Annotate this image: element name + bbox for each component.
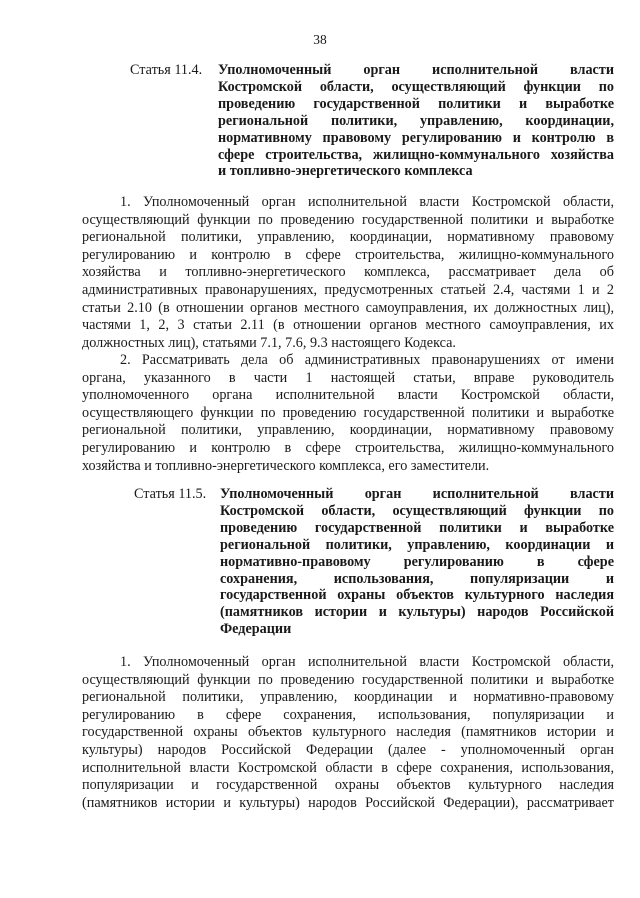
article-title-line: сфере строительства, жилищно-коммунального хозяйства [218,146,614,163]
text-line: осуществляющий функции по проведению государственной политики и выработке [82,671,614,688]
text-line: регулированию и контролю в сфере строительства, жилищно-коммунального [82,246,614,263]
text-line: исполнительной власти Костромской области в сфере сохранения, использования, [82,759,614,776]
page-number: 38 [313,32,327,47]
article-title [218,62,614,180]
article-title-line: региональной политики, управлению, координации, [218,112,614,129]
article-title-line: и топливно-энергетического комплекса [218,163,473,180]
text-line: 2. Рассматривать дела об административных правонарушениях от имени [120,352,614,368]
text-line: государственной охраны объектов культурного наследия (памятников истории и [82,724,614,741]
article-title-line: нормативному правовому регулированию и контролю в [218,129,614,146]
article-title-line: проведению государственной политики и выработке [218,95,614,112]
text-line: регулированию в сфере сохранения, использования, популяризации и [82,706,614,723]
article-11-5-heading [134,486,614,638]
text-line: региональной политики, управлению, координации, нормативному правовому [82,422,614,439]
text-line: частями 1, 2, 3 статьи 2.11 (в отношении органов местного самоуправления, их [82,317,614,334]
text-line: статьи 2.10 (в отношении органов местного самоуправления, их должностных лиц), [82,299,614,316]
article-title-line: Уполномоченный орган исполнительной власти [220,486,614,502]
text-line: 1. Уполномоченный орган исполнительной власти Костромской области, [120,194,614,210]
article-title-line: Уполномоченный орган исполнительной власти [218,62,614,78]
article-title-line: государственной охраны объектов культурного наследия [220,587,614,604]
text-line: популяризации и государственной охраны объектов культурного наследия [82,777,614,794]
text-line: уполномоченного органа исполнительной власти Костромской области, [82,387,614,404]
text-line: должностных лиц), статьями 7.1, 7.6, 9.3 настоящего Кодекса. [82,334,456,351]
text-line: осуществляющего функции по проведению государственной политики и выработке [82,404,614,421]
article-11-5-paragraph-1 [82,654,614,812]
article-title-line: (памятников истории и культуры) народов Российской [220,604,614,621]
text-line: осуществляющий функции по проведению государственной политики и выработке [82,211,614,228]
text-line: региональной политики, управлению, координации и нормативно-правовому [82,689,614,706]
article-title [220,486,614,638]
article-title-line: нормативно-правовому регулированию в сфере [220,553,614,570]
text-line: органа, указанного в части 1 настоящей статьи, вправе руководитель [82,369,614,386]
article-title-line: сохранения, использования, популяризации и [220,570,614,587]
text-line: (памятников истории и культуры) народов Российской Федерации), рассматривает [82,794,614,811]
text-line: культуры) народов Российской Федерации (далее - уполномоченный орган [82,741,614,758]
article-11-4-paragraph-1 [82,194,614,352]
text-line: регулированию и контролю в сфере строительства, жилищно-коммунального [82,439,614,456]
text-line: хозяйства и топливно-энергетического комплекса, рассматривает дела об [82,264,614,281]
article-title-line: Федерации [220,621,292,638]
article-number: Статья 11.5. [134,486,207,502]
article-11-4-heading [130,62,614,180]
article-number: Статья 11.4. [130,62,203,78]
text-line: региональной политики, управлению, координации, нормативному правовому [82,229,614,246]
text-line: 1. Уполномоченный орган исполнительной власти Костромской области, [120,654,614,670]
text-line: хозяйства и топливно-энергетического комплекса, его заместители. [82,457,490,474]
article-title-line: региональной политики, управлению, координации и [220,536,614,553]
article-title-line: Костромской области, осуществляющий функции по [220,502,614,519]
article-title-line: Костромской области, осуществляющий функции по [218,78,614,95]
article-11-4-paragraph-2 [82,352,614,475]
article-title-line: проведению государственной политики и выработке [220,519,614,536]
text-line: административных правонарушениях, предусмотренных статьей 2.4, частями 1 и 2 [82,281,614,298]
